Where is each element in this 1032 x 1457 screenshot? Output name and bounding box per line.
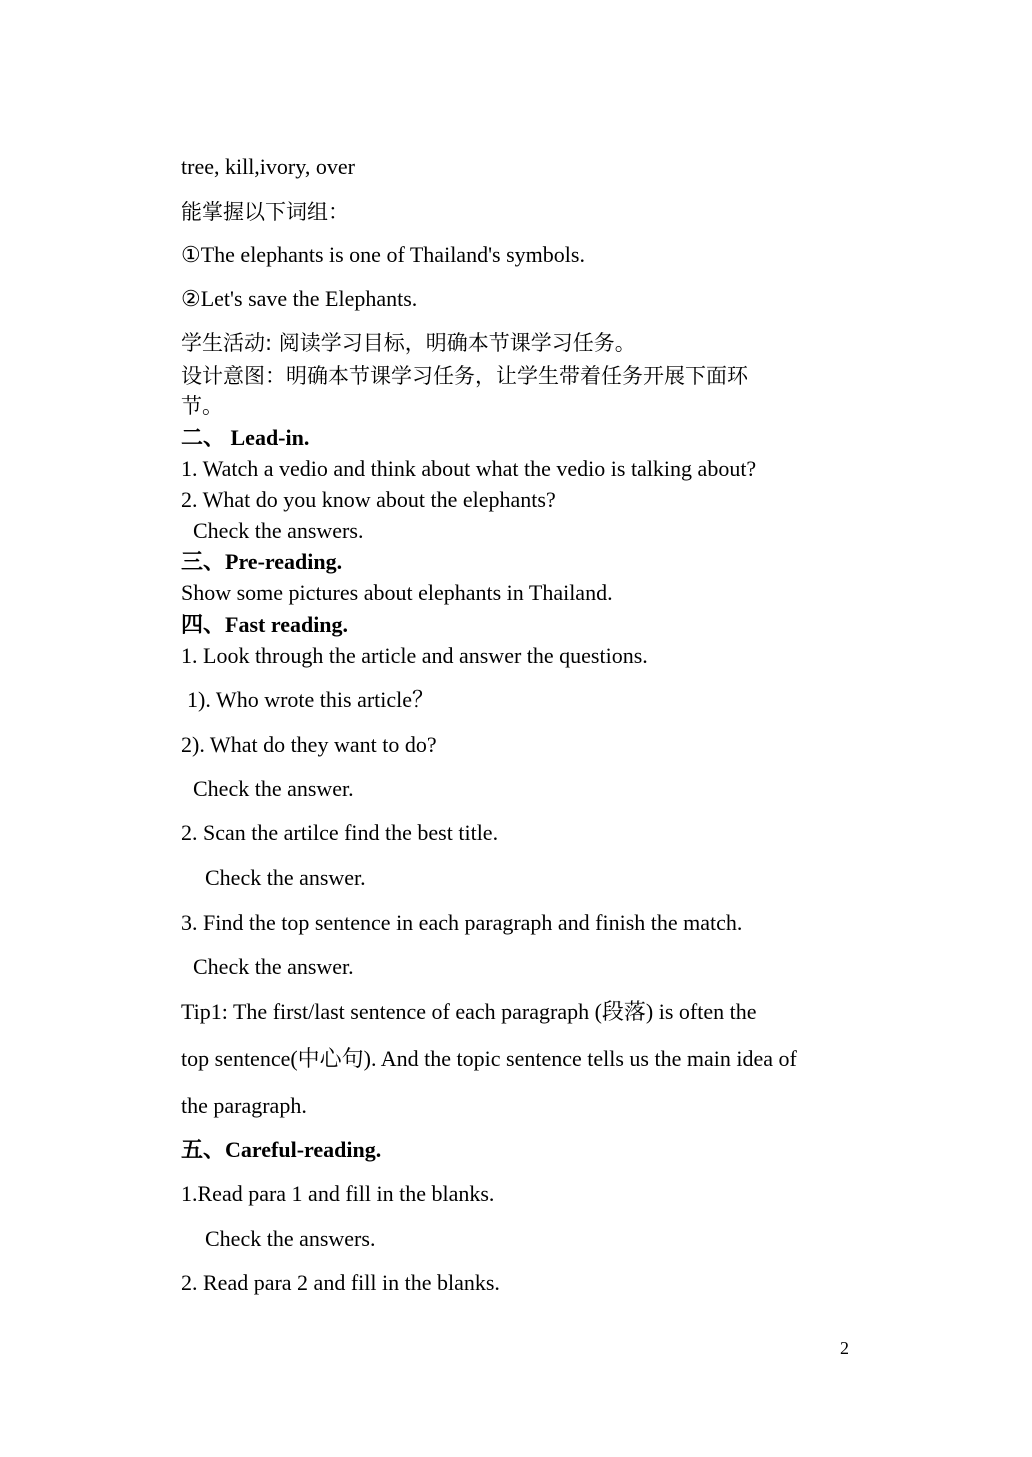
fast-reading-item-1: 1. Look through the article and answer the questions.: [181, 643, 648, 668]
section-heading-careful-reading: 五、Careful-reading.: [181, 1137, 382, 1162]
fast-reading-question-2: 2). What do they want to do?: [181, 732, 437, 757]
fast-reading-check-1: Check the answer.: [193, 776, 354, 801]
lead-in-check: Check the answers.: [193, 518, 364, 543]
section-heading-fast-reading: 四、Fast reading.: [181, 612, 349, 637]
design-intent: 设计意图：明确本节课学习任务，让学生带着任务开展下面环: [181, 364, 748, 388]
fast-reading-item-2: 2. Scan the artilce find the best title.: [181, 820, 499, 845]
vocabulary-list: tree, kill,ivory, over: [181, 154, 355, 179]
phrases-heading: 能掌握以下词组：: [181, 200, 349, 224]
careful-reading-check-1: Check the answers.: [205, 1226, 376, 1251]
section-heading-lead-in: 二、 Lead-in.: [181, 425, 310, 450]
lead-in-item-1: 1. Watch a vedio and think about what the vedio is talking about?: [181, 456, 757, 481]
phrase-2: ②Let's save the Elephants.: [181, 286, 418, 311]
phrase-1: ①The elephants is one of Thailand's symbols.: [181, 242, 585, 267]
tip-line-1: Tip1: The first/last sentence of each paragraph (段落) is often the: [181, 999, 757, 1024]
fast-reading-item-3: 3. Find the top sentence in each paragraph and finish the match.: [181, 910, 743, 935]
pre-reading-item: Show some pictures about elephants in Thailand.: [181, 580, 613, 605]
lead-in-item-2: 2. What do you know about the elephants?: [181, 487, 556, 512]
design-intent-continued: 节。: [181, 394, 223, 418]
fast-reading-check-2: Check the answer.: [205, 865, 366, 890]
fast-reading-check-3: Check the answer.: [193, 954, 354, 979]
section-heading-pre-reading: 三、Pre-reading.: [181, 549, 343, 574]
careful-reading-item-2: 2. Read para 2 and fill in the blanks.: [181, 1270, 500, 1295]
tip-line-2: top sentence(中心句). And the topic sentence tells us the main idea of: [181, 1046, 797, 1071]
student-activity: 学生活动: 阅读学习目标，明确本节课学习任务。: [181, 331, 636, 355]
careful-reading-item-1: 1.Read para 1 and fill in the blanks.: [181, 1181, 495, 1206]
fast-reading-question-1: 1). Who wrote this article？: [187, 687, 435, 712]
page-number: 2: [840, 1338, 849, 1358]
tip-line-3: the paragraph.: [181, 1093, 307, 1118]
